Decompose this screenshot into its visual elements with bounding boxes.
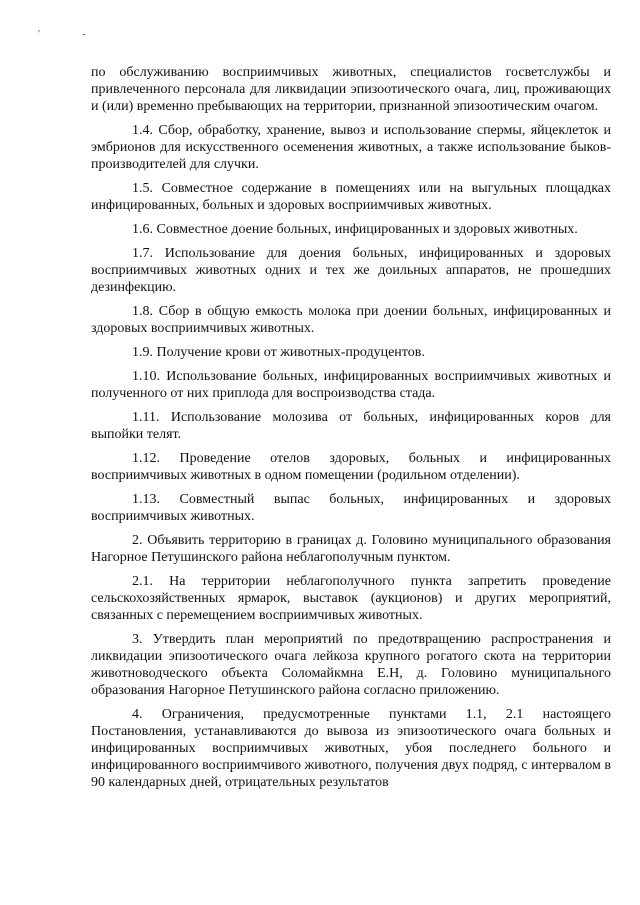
- paragraph-1-9: 1.9. Получение крови от животных-продуцентов.: [132, 345, 425, 360]
- paragraph-4: 4. Ограничения, предусмотренные пунктами 1.1, 2.1 настоящего Постановления, устанавливаются до вывоза из эпизоотического очага больных и инфицированных восприимчивых животных, убоя последнего больного и инфицированного восприимчивого животного, получения двух подряд, с интервалом в 90 календарных дней, отрицательных результатов: [91, 707, 611, 790]
- paragraph-2-1: 2.1. На территории неблагополучного пункта запретить проведение сельскохозяйственных ярмарок, выставок (аукционов) и других мероприятий, связанных с перемещением восприимчивых животных.: [91, 574, 611, 623]
- paragraph-3: 3. Утвердить план мероприятий по предотвращению распространения и ликвидации эпизоотического очага лейкоза крупного рогатого скота на территории животноводческого объекта Соломайкмна Е.Н, д. Головино муниципального образования Нагорное Петушинского района согласно приложению.: [91, 632, 611, 698]
- scan-marks: ' -: [38, 29, 106, 40]
- paragraph-1-6: 1.6. Совместное доение больных, инфицированных и здоровых животных.: [132, 222, 578, 237]
- paragraph-1-8: 1.8. Сбор в общую емкость молока при доении больных, инфицированных и здоровых восприимчивых животных.: [91, 304, 611, 336]
- paragraph-1-10: 1.10. Использование больных, инфицированных восприимчивых животных и полученного от них приплода для воспроизводства стада.: [91, 369, 611, 401]
- paragraph-1-4: 1.4. Сбор, обработку, хранение, вывоз и использование спермы, яйцеклеток и эмбрионов для искусственного осеменения животных, а также использование быков-производителей для случки.: [91, 123, 611, 172]
- paragraph-1-11: 1.11. Использование молозива от больных, инфицированных коров для выпойки телят.: [91, 410, 611, 442]
- paragraph-1-12: 1.12. Проведение отелов здоровых, больных и инфицированных восприимчивых животных в одном помещении (родильном отделении).: [91, 451, 611, 483]
- paragraph-1-7: 1.7. Использование для доения больных, инфицированных и здоровых восприимчивых животных одних и тех же доильных аппаратов, не прошедших дезинфекцию.: [91, 246, 611, 295]
- paragraph-1-13: 1.13. Совместный выпас больных, инфицированных и здоровых восприимчивых животных.: [91, 492, 611, 524]
- paragraph-continuation: по обслуживанию восприимчивых животных, специалистов госветслужбы и привлеченного персонала для ликвидации эпизоотического очага, лиц, проживающих и (или) временно пребывающих на территории, признанной эпизоотическим очагом.: [91, 65, 611, 114]
- paragraph-2: 2. Объявить территорию в границах д. Головино муниципального образования Нагорное Петушинского района неблагополучным пунктом.: [91, 533, 611, 565]
- paragraph-1-5: 1.5. Совместное содержание в помещениях или на выгульных площадках инфицированных, больных и здоровых восприимчивых животных.: [91, 181, 611, 213]
- document-body: [91, 64, 611, 798]
